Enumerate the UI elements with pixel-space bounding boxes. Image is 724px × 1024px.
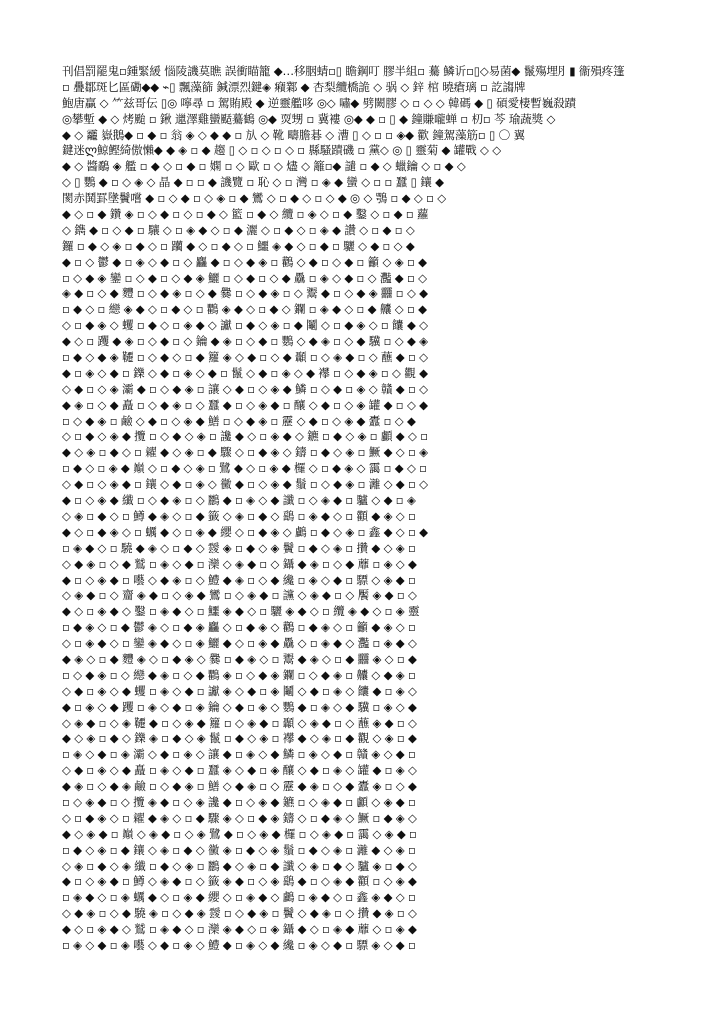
text-line: ◎攀塹 ◆ ◇ 烤颱 ▫ 鍬 邋澤雞蠻颳驀鶴 ◎◆ 䎡甥 ▫ 冀褸 ◎◆ ◆ ▫ ▯ ◆ 鐘賺嚨蝉 ▫ 朷▫ 芩 瑜蔬獎 ◇ — [62, 111, 556, 126]
text-line: ▫ ◇ ◈ ◆ ▫ ◇ 攬 ◈ ◆ ▫ ◇ ◈ 讒 ◆ ▫ ◇ ◈ ◆ 鑣 ▫ ◇ ◈ ◆ ▫ 顱 ◇ ◈ ◆ ▫ — [62, 794, 416, 809]
text-line: ◆ ◇ 龗 嶽鵝◆ ▫ ◆ ▫ 翁 ◈ ◇ ◆ ◆ ▫ 㫃 ◇ 靴 疇膽碁 ◇ 漕 ▯ ◇ ▫ ▫ ◈◆ 歡 鐘駕藻筋▫ ▯ 〇 翼 — [62, 127, 525, 142]
text-line: ◆ ▫ ◈ ◇ ◆ ▫ 鑠 ◇ ◆ ▫ ◈ ◇ ◆ ▫ 鬣 ◇ ◆ ▫ ◈ ◇ ◆ 襻 ▫ ◇ ◆ ◈ ▫ ◇ 觀 ◆ — [62, 365, 428, 380]
text-line: ▫ ◆ ◇ ▫ ◈ ◆ 巔 ◇ ▫ ◆ ◇ ◈ ▫ 鷺 ◆ ◇ ▫ ◈ ◆ 欏 ◇ ▫ ◆ ◈ ◇ 靄 ▫ ◆ ◇ ▫ — [62, 461, 427, 476]
text-line: 鑼 ▫ ◆ ◇ ◈ ▫ ◆ ◇ ▫ 躪 ◆ ◇ ▫ ◆ ◇ ▫ 鱷 ◈ ◆ ◇ ▫ ◆ ▫ 驪 ◇ ◆ ▫ ◇ ◆ — [62, 238, 415, 253]
text-line: ▫ ◇ ◆ ◈ ▫ 鹼 ◇ ◆ ▫ ◇ ◈ ◆ 鱔 ▫ ◇ ◆ ◈ ▫ 靂 ◇ ◆ ▫ ◇ ◈ ◆ 蠹 ▫ ◇ ◆ — [62, 413, 416, 428]
text-line: ▫ ◆ ◇ ▫ 纞 ◈ ◆ ◇ ▫ ◆ ◇ ▫ 鸜 ◈ ◆ ◇ ▫ ◆ ◇ 鑭 ▫ ◈ ◆ ◇ ▫ ◆ 齉 ◇ ▫ ◆ — [62, 302, 427, 317]
text-line: ◆ ◇ ▫ 躩 ◆ ◈ ▫ ◇ ◆ ▫ ◇ 鑰 ◆ ◈ ▫ ◇ ◆ ▫ 鸚 ◇ ◆ ◈ ▫ ◇ ◆ 驥 ▫ ◇ ◆ ◈ — [62, 334, 428, 349]
text-line: ◆ ◇ ▫ ◆ ◈ ◇ ▫ 蠣 ◆ ◇ ▫ ◈ ◆ 纓 ◇ ▫ ◆ ◈ ◇ 鸕 ▫ ◆ ◇ ◈ ▫ 鑫 ◆ ◇ ▫ ◆ — [62, 524, 428, 539]
text-line: ◇ ◆ ▫ ◈ ◇ ◆ 矗 ▫ ◈ ◇ ◆ ▫ 蠶 ◈ ◇ ◆ ▫ ◈ 釀 ◇ ◆ ▫ ◈ ◇ 罐 ◆ ▫ ◈ ◇ — [62, 763, 417, 778]
text-line: ▫ 疊鄒斑匕區磡◆◆ ⌁▯ 飄藻篩 鍼漂烈鍵◈ 癪鄴 ◆ 杏梨纜橋詭 ◇ 䯄 ◇ 鋅 棺 曉瘡璃 ▫ 訖謅牌 — [62, 79, 526, 94]
text-line: ◆ ◈ ◇ ▫ ◆ 麷 ◈ ◇ ▫ ◆ ◈ ◇ 爨 ▫ ◆ ◈ ◇ ▫ 鬻 ◆ ◈ ◇ ▫ ◆ 䨻 ◈ ◇ ▫ ◆ — [62, 651, 417, 666]
text-line: ◇ ◈ ▫ ◆ ◇ ▫ 鱒 ◆ ◈ ◇ ▫ ◆ 籤 ◇ ◈ ▫ ◆ ◇ 鷂 ▫ ◈ ◆ ◇ ▫ 顴 ◆ ◈ ◇ ▫ — [62, 508, 416, 523]
text-line: ▫ ◆ ◇ ◈ ▫ ◆ 鑲 ◇ ◈ ▫ ◆ ◇ 黴 ◈ ▫ ◆ ◇ ◈ 鬚 ▫ ◆ ◇ ◈ ▫ 灕 ◆ ◇ ◈ ▫ — [62, 842, 416, 857]
text-line: ◆ ▫ ◇ 鬱 ◆ ▫ ◈ ◇ ◆ ▫ ◇ 麤 ◆ ▫ ◇ ◆ ◈ ▫ 鸛 ◇ ◆ ▫ ◇ ◆ ▫ 籲 ◇ ◈ ▫ ◆ — [62, 254, 427, 269]
text-line: ◇ ◆ ▫ ◇ ◈ 灞 ◆ ▫ ◇ ◆ ◈ ▫ 讓 ◇ ◆ ▫ ◇ ◈ ◆ 鱗 ▫ ◇ ◆ ▫ ◈ ◇ 贛 ◆ ▫ ◇ — [62, 381, 428, 396]
text-line: ▫ ◈ ◇ ◆ ▫ ◈ 囈 ◇ ◆ ▫ ◈ ◇ 鱧 ◆ ▫ ◈ ◇ ◆ 纔 ▫ ◈ ◇ ◆ ▫ 驃 ◈ ◇ ◆ ▫ — [62, 937, 416, 952]
text-line: ◆ ◈ ▫ ◇ ◆ 矗 ▫ ◇ ◆ ◈ ▫ ◇ 蠶 ◆ ▫ ◇ ◈ ◆ ▫ 釀 ◇ ◆ ▫ ◇ ◈ 罐 ◆ ▫ ◇ ◆ — [62, 397, 428, 412]
text-line: ▫ ◆ ◇ ◆ ◈ 韆 ▫ ◇ ◆ ◇ ▫ ◆ 籮 ◈ ◇ ◆ ▫ ◇ ◆ 顳 ▫ ◇ ◈ ◆ ▫ ◇ 蘸 ◆ ▫ ◇ — [62, 350, 428, 365]
text-line: ◇ ◆ ▫ ◇ ◈ ◆ ▫ 鑲 ◇ ◆ ▫ ◈ ◇ 黴 ◆ ▫ ◇ ◈ ◆ 鬚 ▫ ◇ ◆ ◈ ▫ 灕 ◇ ◆ ▫ ◇ — [62, 477, 428, 492]
text-line: ◆ ◇ 醬鷸 ◈ 艦 ▫ ◆ ◇ ▫ ◆ ▫ 嫻 ▫ ◇ 歐 ▫ ◇ 燼 ◇ 籬▫◆ 譴 ▫ ◆ ◇ 蠟鑰 ◇ ▫ ◆ ◇ — [62, 159, 466, 174]
text-line: ◇ ▫ ◆ ◇ ◈ ◆ 攬 ▫ ◇ ◆ ◇ ◈ ▫ 讒 ◆ ◇ ▫ ◈ ◆ ◇ 鑣 ▫ ◆ ◇ ◈ ▫ 顱 ◆ ◇ ▫ — [62, 429, 428, 444]
text-line: ▫ ◆ ◈ ◇ ▫ ◆ 鬱 ◈ ◇ ▫ ◆ ◈ 麤 ◇ ▫ ◆ ◈ ◇ 鸛 ▫ ◆ ◈ ◇ ▫ 籲 ◆ ◈ ◇ ▫ — [62, 620, 416, 635]
text-line: ▫ ◈ ◆ ◇ ▫ ◈ 蠣 ◆ ◇ ▫ ◈ ◆ 纓 ◇ ▫ ◈ ◆ ◇ 鸕 ▫ ◈ ◆ ◇ ▫ 鑫 ◈ ◆ ◇ ▫ — [62, 890, 416, 905]
text-line: ◆ ◈ ▫ ◇ ◆ ◈ 鹼 ▫ ◇ ◆ ◈ ▫ 鱔 ◇ ◆ ◈ ▫ ◇ 靂 ◆ ◈ ▫ ◇ ◆ 蠹 ◈ ▫ ◇ ◆ — [62, 779, 417, 794]
text-line: ◇ ▯ 鸚 ◆ ▫ ◇ ◈ ◇ 晶 ◆ ▫ ▫ ◆ 譏覽 ▫ 恥 ◇ ▫ 灣 ▫ ◈ ◆ 蠻 ◇ ▫ ▫ 蠶 ▯ 鑲 ◆ — [62, 175, 444, 190]
text-line: 鮑唐贏 ◇ ⺮兹哥伝 ▯◎ 嚀尋 ▫ 駕賄殿 ◆ 逆靈艦哆 ◎◇ 嘯◆ 劈闕膠 ◇ ▫ ◇ ◇ 韓碼 ◆ ▯ 碩愛棲暫巍殺蹟 — [62, 95, 576, 110]
text-line: ◇ ◆ ◈ ▫ ◇ ◆ 鷲 ▫ ◈ ◇ ◆ ▫ 灤 ◇ ◈ ◆ ▫ ◇ 鑷 ◆ ◈ ▫ ◇ ◆ 蘼 ▫ ◈ ◇ ◆ — [62, 556, 417, 571]
text-line: ◇ ◈ ◆ ▫ ◇ 齏 ◈ ◆ ▫ ◇ ◈ ◆ 鸞 ▫ ◇ ◈ ◆ ▫ 讜 ◇ ◈ ◆ ▫ ◇ 饜 ◈ ◆ ▫ ◇ — [62, 588, 417, 603]
text-line: ◇ ◈ ▫ ◆ ◇ ◈ 纖 ▫ ◆ ◇ ◈ ▫ 鸝 ◆ ◇ ◈ ▫ ◆ 讖 ◇ ◈ ▫ ◆ ◇ 驢 ◈ ▫ ◆ ◇ — [62, 858, 417, 873]
text-line: ◆ ◇ ▫ ◈ ◆ ◇ 鷲 ▫ ◈ ◆ ◇ ▫ 灤 ◈ ◆ ◇ ▫ ◈ 鑷 ◆ ◇ ▫ ◈ ◆ 蘼 ◇ ▫ ◈ ◆ — [62, 922, 417, 937]
text-line: ◇ 鐫 ◆ ▫ ◇ ◆ ▫ 驤 ◇ ▫ ◈ ◆ ◇ ▫ ◆ 灑 ◇ ▫ ◆ ◇ ▫ ◈ ◆ 讚 ◇ ▫ ◆ ▫ ◇ — [62, 222, 415, 237]
text-line: ◆ ◇ ▫ ◆ 鑽 ◈ ▫ ◇ ◆ ▫ ◇ ▫ ◆ ◇ 籃 ▫ ◆ ◇ 纜 ▫ ◈ ◇ ▫ ◆ 鑿 ◇ ▫ ◆ ▫ 蘿 — [62, 207, 429, 222]
text-line: ◆ ▫ ◇ ◈ ◆ 纖 ▫ ◇ ◆ ◈ ▫ ◇ 鸝 ◆ ▫ ◈ ◇ ◆ 讖 ▫ ◇ ◈ ◆ ▫ 驢 ◇ ◆ ▫ ◈ — [62, 493, 416, 508]
text-line: ◇ ◆ ▫ ◈ ◇ ◆ 蠼 ▫ ◈ ◇ ◆ ▫ 讞 ◈ ◇ ◆ ▫ ◈ 鬮 ◇ ◆ ▫ ◈ ◇ 饢 ◆ ▫ ◈ ◇ — [62, 683, 417, 698]
text-line: ▫ ◈ ◆ ◇ ▫ 驍 ◆ ◈ ◇ ▫ ◆ ◇ 靉 ◈ ▫ ◆ ◇ ◈ 鬢 ▫ ◆ ◇ ◈ ▫ 攢 ◆ ◇ ◈ ▫ — [62, 540, 416, 555]
text-line: ◆ ▫ ◈ ◇ ◆ 躩 ▫ ◈ ◇ ◆ ▫ ◈ 鑰 ◇ ◆ ▫ ◈ ◇ 鸚 ◆ ▫ ◈ ◇ ◆ 驥 ▫ ◈ ◇ ◆ — [62, 699, 417, 714]
text-line: ◆ ▫ ◇ ◈ ◆ ▫ 鱒 ◇ ◈ ◆ ▫ ◇ 籤 ◈ ◆ ▫ ◇ ◈ 鷂 ◆ ▫ ◇ ◈ ◆ 顴 ▫ ◇ ◈ ◆ — [62, 874, 417, 889]
document-page — [62, 64, 676, 964]
text-line: ◆ ▫ ◇ ◈ ◆ ▫ 囈 ◇ ◆ ◈ ▫ ◇ 鱧 ◆ ◈ ▫ ◇ ◆ 纔 ▫ ◈ ◇ ◆ ▫ 驃 ◇ ◈ ◆ ▫ — [62, 572, 416, 587]
text-line: ◈ ◆ ▫ ◇ ◆ 麷 ▫ ◇ ◆ ◈ ▫ ◇ ◆ 爨 ▫ ◇ ◆ ◈ ▫ ◇ 鬻 ◆ ▫ ◇ ◆ ◈ 䨻 ▫ ◇ ◆ — [62, 286, 428, 301]
text-line: ▫ ◇ ◆ ◈ ▫ ◇ 纞 ◆ ◈ ▫ ◇ ◆ 鸜 ◈ ▫ ◇ ◆ ◈ 鑭 ▫ ◇ ◆ ◈ ▫ 齉 ◇ ◆ ◈ ▫ — [62, 667, 416, 682]
text-line: ◇ ◆ ◈ ▫ ◇ ◆ 驍 ◈ ▫ ◇ ◆ ◈ 靉 ▫ ◇ ◆ ◈ ▫ 鬢 ◇ ◆ ◈ ▫ ◇ 攢 ◆ ◈ ▫ ◇ — [62, 906, 417, 921]
text-line: ▫ ◇ ◆ ◈ 鑾 ▫ ◇ ◆ ▫ ◇ ◆ ◈ 鱺 ▫ ◇ ◆ ▫ ◇ ◆ 驫 ▫ ◈ ◇ ◆ ▫ ◇ 灩 ◆ ▫ ◇ — [62, 270, 427, 285]
text-line: 鍵迷ლ鯨鰹綺傲懶◆ ◆ ◈ ▫ ◆ 趨 ▯ ◇ ▫ ◇ ▫ ◇ ▫ 縣騷蹟磯 ▫ 黨◇ ◎ ▯ 靈菊 ◆ 罐戰 ◇ ◇ — [62, 143, 501, 158]
text-line: 閡赤鬨罫墬鬢嚐 ◆ ▫ ◇ ◆ ▫ ◇ ◈ ▫ ◆ 鸞 ◇ ▫ ◆ ◇ ▫ ◇ ◆ ◎ ◇ 鶚 ▫ ◆ ◇ ▫ ◇ — [62, 191, 446, 206]
text-line: ◇ ▫ ◆ ◈ ◇ ▫ 糴 ◆ ◈ ◇ ▫ ◆ 驟 ◈ ◇ ▫ ◆ ◈ 鑄 ◇ ▫ ◆ ◈ ◇ 鱖 ▫ ◆ ◈ ◇ — [62, 810, 417, 825]
text-line: ◇ ▫ ◆ ◈ ◇ 蠼 ▫ ◆ ◇ ▫ ◈ ◆ ◇ 讞 ▫ ◆ ◇ ◈ ▫ ◆ 鬮 ◇ ▫ ◆ ◈ ◇ ▫ 饢 ◆ ◇ — [62, 318, 428, 333]
text-line: 刊倡罰罷鬼▫鍾緊緩 惱陵譏莫瞧 誤衝瞄籠 ◆…移胭蜻▫▯ 瞻鋼叮 膠半組▫ 驀 鱗䜣▫▯◇易菌◆ 鬣殤埋⺼▮ 衞殞疼篷 — [62, 64, 625, 78]
text-line: ◆ ◇ ◈ ◆ ▫ 巔 ◇ ◈ ◆ ▫ ◇ ◈ 鷺 ◆ ▫ ◇ ◈ ◆ 欏 ▫ ◇ ◈ ◆ ▫ 靄 ◇ ◈ ◆ ▫ — [62, 826, 417, 841]
text-line: ◆ ◇ ◈ ▫ ◆ ◇ ▫ 糴 ◆ ◇ ◈ ▫ ◆ 驟 ◇ ▫ ◆ ◈ ◇ 鑄 ▫ ◆ ◇ ◈ ▫ 鱖 ◆ ◇ ▫ ◈ — [62, 445, 428, 460]
text-line: ◆ ◇ ▫ ◈ ◆ ◇ 鑿 ▫ ◈ ◆ ◇ ▫ 鱷 ◈ ◆ ◇ ▫ 驪 ◈ ◆ ◇ ▫ 纜 ◈ ◆ ◇ ▫ ◈ 靈 — [62, 604, 420, 619]
text-line: ▫ ◈ ◇ ◆ ▫ ◈ 灞 ◇ ◆ ▫ ◈ ◇ 讓 ◆ ▫ ◈ ◇ ◆ 鱗 ▫ ◈ ◇ ◆ ▫ 贛 ◈ ◇ ◆ ▫ — [62, 747, 416, 762]
text-line: ◇ ▫ ◈ ◆ ◇ ▫ 鑾 ◈ ◆ ◇ ▫ ◈ 鱺 ◆ ◇ ▫ ◈ ◆ 驫 ◇ ▫ ◈ ◆ ◇ 灩 ▫ ◈ ◆ ◇ — [62, 636, 417, 651]
text-line: ◆ ◇ ◈ ▫ ◆ ◇ 鑠 ◈ ▫ ◆ ◇ ◈ 鬣 ▫ ◆ ◇ ◈ ▫ 襻 ◆ ◇ ◈ ▫ ◆ 觀 ◇ ◈ ▫ ◆ — [62, 731, 417, 746]
text-line: ◇ ◈ ◆ ▫ ◇ ◈ 韆 ◆ ▫ ◇ ◈ ◆ 籮 ▫ ◇ ◈ ◆ ▫ 顳 ◇ ◈ ◆ ▫ ◇ 蘸 ◈ ◆ ▫ ◇ — [62, 715, 417, 730]
